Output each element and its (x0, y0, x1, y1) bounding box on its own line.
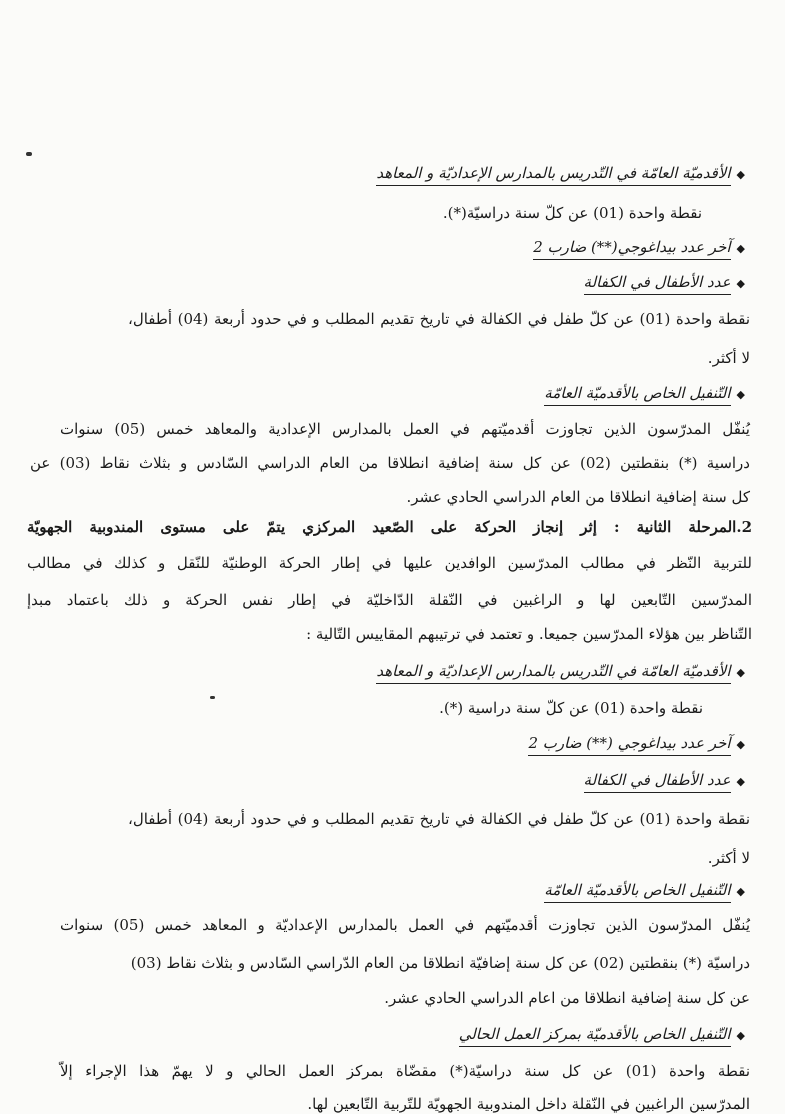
bullet-diamond-icon: ◆ (736, 885, 745, 898)
paragraph-line: للتربية النّظر في مطالب المدرّسين الوافدين عليها في إطار الحركة الوطنيّة للنّقل و كذلك في مطالب (27, 554, 752, 572)
paragraph-line: نقطة واحدة (01) عن كلّ طفل في الكفالة في تاريخ تقديم المطلب و في حدود أربعة (04) أطفال، (128, 310, 750, 328)
scan-mark (210, 696, 215, 699)
bullet-diamond-icon: ◆ (736, 1029, 745, 1042)
criterion-heading (528, 733, 745, 755)
bullet-diamond-icon: ◆ (736, 277, 745, 290)
paragraph-line: كل سنة إضافية انطلاقا من العام الدراسي الحادي عشر. (406, 488, 750, 506)
bullet-diamond-icon: ◆ (736, 168, 745, 181)
bullet-diamond-icon: ◆ (736, 775, 745, 788)
paragraph-line: دراسية (*) بنقطتين (02) عن كل سنة إضافية انطلاقا من العام الدراسي السّادس و بثلاث نقاط (03) عن (30, 454, 750, 472)
criterion-heading (533, 237, 745, 259)
paragraph-line: نقطة واحدة (01) عن كل سنة دراسيّة(*) مقضّاة بمركز العمل الحالي و لا يهمّ هذا الإجراء إلاّ (60, 1062, 750, 1080)
section-paragraph-line: 2.المرحلة الثانية : إثر إنجاز الحركة على الصّعيد المركزي يتمّ على مستوى المندوبية الجهويّة (27, 518, 752, 536)
criterion-heading (459, 1024, 745, 1046)
heading-text: الأقدميّة العامّة في التّدريس بالمدارس الإعداديّة و المعاهد (376, 164, 730, 186)
heading-text: عدد الأطفال في الكفالة (584, 273, 731, 295)
bullet-diamond-icon: ◆ (736, 388, 745, 401)
criterion-heading (584, 272, 745, 294)
scan-mark (26, 152, 32, 156)
paragraph-line: التّناظر بين هؤلاء المدرّسين جميعا. و تعتمد في ترتيبهم المقاييس التّالية : (306, 625, 752, 643)
heading-text: آخر عدد بيداغوجي (**) ضارب 2 (528, 734, 730, 756)
heading-text: آخر عدد بيداغوجي(**) ضارب 2 (533, 238, 730, 260)
paragraph-line: المدرّسين التّابعين لها و الراغبين في النّقلة الدّاخليّة في إطار نفس الحركة و ذلك باعتماد مبدإ (27, 591, 752, 609)
criterion-heading (584, 770, 745, 792)
heading-text: التّنفيل الخاص بالأقدميّة العامّة (544, 881, 730, 903)
heading-text: التّنفيل الخاص بالأقدميّة العامّة (544, 384, 730, 406)
paragraph-line: نقطة واحدة (01) عن كلّ سنة دراسيّة(*). (442, 204, 702, 222)
paragraph-line: دراسيّة (*) بنقطتين (02) عن كل سنة إضافيّة انطلاقا من العام الدّراسي السّادس و بثلاث نقاط (03) (130, 954, 750, 972)
paragraph-line: نقطة واحدة (01) عن كلّ سنة دراسية (*). (439, 699, 703, 717)
bullet-diamond-icon: ◆ (736, 738, 745, 751)
criterion-heading (376, 661, 745, 683)
criterion-heading (544, 880, 745, 902)
bullet-diamond-icon: ◆ (736, 666, 745, 679)
bullet-diamond-icon: ◆ (736, 242, 745, 255)
heading-text: الأقدميّة العامّة في التّدريس بالمدارس الإعداديّة و المعاهد (376, 662, 730, 684)
criterion-heading (544, 383, 745, 405)
paragraph-line: لا أكثر. (707, 849, 750, 867)
paragraph-line: المدرّسين الراغبين في النّقلة داخل المندوبية الجهويّة للتّربية التّابعين لها. (307, 1095, 750, 1113)
heading-text: التّنفيل الخاص بالأقدميّة بمركز العمل الحالي (459, 1025, 731, 1047)
criterion-heading (376, 163, 745, 185)
paragraph-line: يُنفّل المدرّسون الذين تجاوزت أقدميّتهم في العمل بالمدارس الإعدادية والمعاهد خمس (05) سنوات (60, 420, 750, 438)
paragraph-line: لا أكثر. (707, 349, 750, 367)
paragraph-line: يُنفّل المدرّسون الذين تجاوزت أقدميّتهم في العمل بالمدارس الإعداديّة و المعاهد خمس (05) سنوات (60, 916, 750, 934)
paragraph-line: عن كل سنة إضافية انطلاقا من اعام الدراسي الحادي عشر. (384, 989, 750, 1007)
heading-text: عدد الأطفال في الكفالة (584, 771, 731, 793)
paragraph-line: نقطة واحدة (01) عن كلّ طفل في الكفالة في تاريخ تقديم المطلب و في حدود أربعة (04) أطفال، (128, 810, 750, 828)
